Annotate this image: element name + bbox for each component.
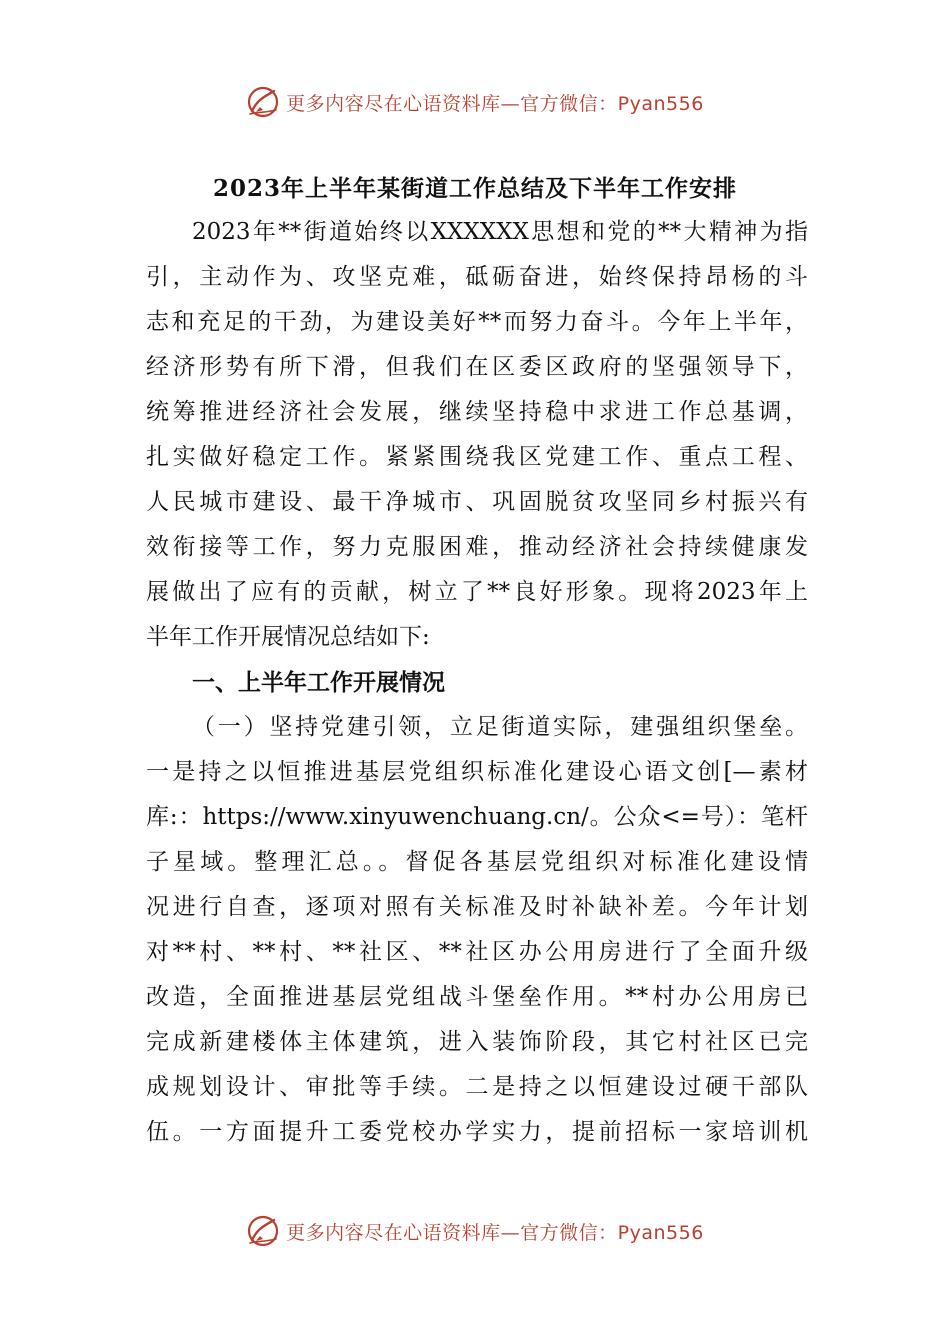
paragraph-line [146,570,808,615]
paragraph-line [146,975,808,1020]
paragraph-line [146,1110,808,1155]
paragraph-line [146,435,808,480]
document-body [146,210,808,1155]
paragraph-line [146,1020,808,1065]
line-text-with-url: 库:：https://www.xinyuwenchuang.cn/。公众<=号）：笔杆 [146,804,808,830]
paragraph-line [146,750,808,795]
watermark-account: Pyan556 [617,1221,704,1244]
line-text: 完成新建楼体主体建筑，进入装饰阶段，其它村社区已完 [146,1029,808,1055]
line-text: 扎实做好稳定工作。紧紧围绕我区党建工作、重点工程、 [146,444,808,470]
watermark-header [0,82,950,122]
line-text: 子星域。整理汇总。。督促各基层党组织对标准化建设情 [146,849,808,875]
paragraph-line [146,345,808,390]
paragraph-line [146,795,808,840]
watermark-text [286,1218,704,1245]
line-text: 展做出了应有的贡献，树立了**良好形象。现将2023年上 [146,579,808,605]
paragraph-line [146,615,808,660]
paragraph-line [146,705,808,750]
line-text: 志和充足的干劲，为建设美好**而努力奋斗。今年上半年， [146,309,808,335]
paragraph-line [146,390,808,435]
watermark-label: 更多内容尽在心语资料库—官方微信： [286,1221,618,1244]
watermark-label: 更多内容尽在心语资料库—官方微信： [286,92,618,115]
paragraph-line [146,885,808,930]
section-heading [146,660,808,705]
line-text: 对**村、**村、**社区、**社区办公用房进行了全面升级 [146,939,808,965]
line-text: 经济形势有所下滑，但我们在区委区政府的坚强领导下， [146,354,808,380]
line-text: 伍。一方面提升工委党校办学实力，提前招标一家培训机 [146,1119,808,1145]
paragraph-line [146,300,808,345]
paragraph-line [146,525,808,570]
section-heading-text: 一、上半年工作开展情况 [192,669,445,696]
pen-signature-icon [246,1214,280,1248]
line-text: 引，主动作为、攻坚克难，砥砺奋进，始终保持昂杨的斗 [146,264,808,290]
pen-signature-icon [246,85,280,119]
watermark-text [286,89,704,116]
document-title: 2023年上半年某街道工作总结及下半年工作安排 [212,175,737,202]
subsection-heading-text: （一）坚持党建引领，立足街道实际，建强组织堡垒。 [192,714,808,740]
line-text: 人民城市建设、最干净城市、巩固脱贫攻坚同乡村振兴有 [146,489,808,515]
line-text: 半年工作开展情况总结如下: [146,624,430,650]
paragraph-line [146,255,808,300]
paragraph-line [146,210,808,255]
watermark-account: Pyan556 [617,92,704,115]
line-text: 改造，全面推进基层党组战斗堡垒作用。**村办公用房已 [146,984,808,1010]
line-text: 一是持之以恒推进基层党组织标准化建设心语文创[—素材 [146,759,808,785]
line-text: 效衔接等工作，努力克服困难，推动经济社会持续健康发 [146,534,808,560]
paragraph-line [146,930,808,975]
line-text: 况进行自查，逐项对照有关标准及时补缺补差。今年计划 [146,894,808,920]
line-text: 统筹推进经济社会发展，继续坚持稳中求进工作总基调， [146,399,808,425]
paragraph-line [146,480,808,525]
paragraph-line [146,1065,808,1110]
line-text: 成规划设计、审批等手续。二是持之以恒建设过硬干部队 [146,1074,808,1100]
paragraph-line [146,840,808,885]
watermark-footer [0,1211,950,1251]
line-text: 2023年**街道始终以XXXXXX思想和党的**大精神为指 [192,219,808,245]
